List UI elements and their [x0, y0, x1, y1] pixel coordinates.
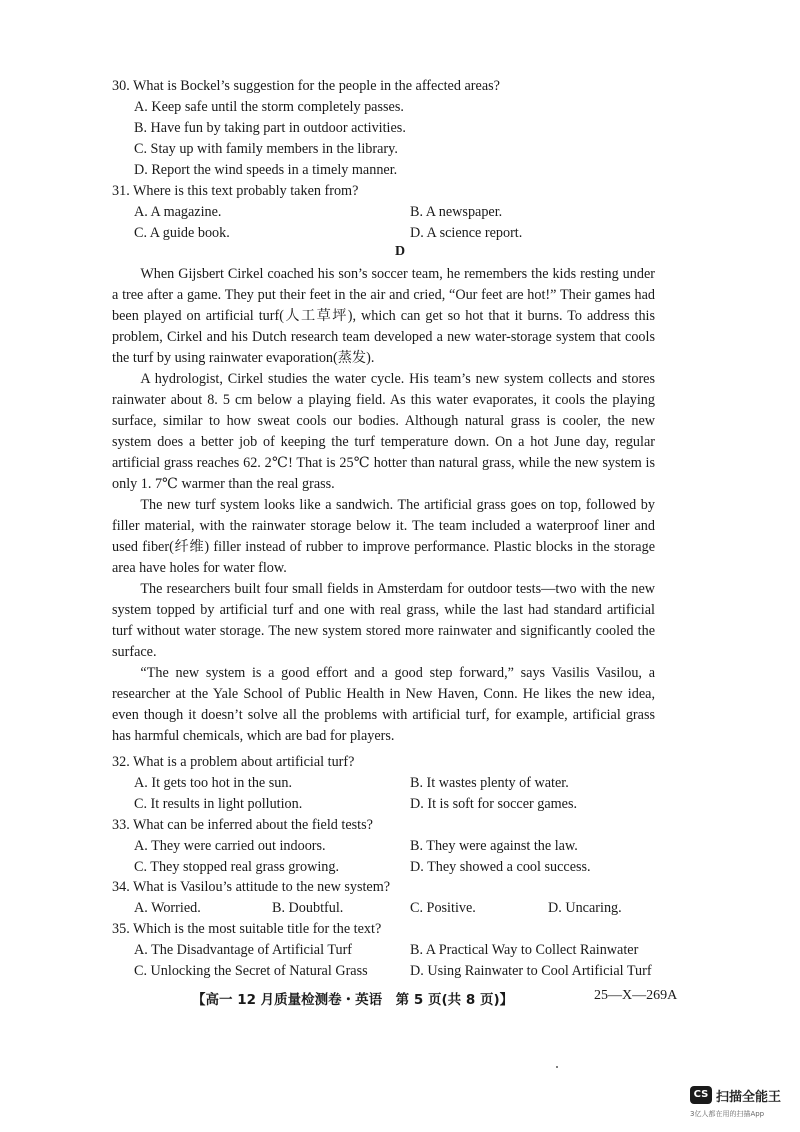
option-b: B. Have fun by taking part in outdoor activities. [134, 120, 406, 136]
question-stem: 32. What is a problem about artificial turf? [112, 754, 355, 770]
option-d: D. A science report. [410, 225, 523, 241]
option-c: C. Stay up with family members in the library. [134, 141, 398, 157]
watermark-title: 扫描全能王 [716, 1090, 782, 1105]
option-row [112, 857, 692, 878]
option-d: D. Using Rainwater to Cool Artificial Turf [410, 963, 652, 979]
option-c: C. A guide book. [134, 225, 230, 241]
watermark-subtitle: 3亿人都在用的扫描App [690, 1110, 765, 1118]
option-b: B. A newspaper. [410, 204, 503, 220]
option-a: A. Worried. [134, 900, 201, 916]
passage-paragraph: The new turf system looks like a sandwich. The artificial grass goes on top, followed by filler material, with the rainwater storage below it. The team included a waterproof liner and used fiber(纤维) filler instead of rubber to improve performance. Plastic blocks in the storage area have holes for water flow. [112, 497, 655, 576]
passage-paragraph: The researchers built four small fields in Amsterdam for outdoor tests—two with the new system topped by artificial turf and one with real grass, while the last had standard artificial turf without water storage. The new system stored more rainwater and significantly cooled the surface. [112, 581, 655, 660]
page-footer: 【高一 12 月质量检测卷・英语 第 5 页(共 8 页)】 [192, 992, 514, 1008]
reading-passage [112, 264, 655, 747]
question-34 [112, 877, 692, 919]
passage-paragraph: “The new system is a good effort and a good step forward,” says Vasilis Vasilou, a researcher at the Yale School of Public Health in New Haven, Conn. He likes the new idea, even though it doesn’t solve all the problems with artificial turf, for example, artificial grass has harmful chemicals, which are bad for players. [112, 665, 655, 744]
option-row [112, 940, 692, 961]
option-c: C. Unlocking the Secret of Natural Grass [134, 963, 368, 979]
question-31 [112, 181, 692, 244]
option-row [112, 794, 692, 815]
question-30 [112, 76, 692, 181]
section-heading: D [394, 244, 406, 259]
option-b: B. They were against the law. [410, 838, 578, 854]
option-row [112, 961, 692, 982]
option-a: A. The Disadvantage of Artificial Turf [134, 942, 353, 958]
option-row [112, 223, 692, 244]
option-a: A. They were carried out indoors. [134, 838, 326, 854]
option-c: C. Positive. [410, 900, 476, 916]
option-a: A. It gets too hot in the sun. [134, 775, 293, 791]
exam-code: 25—X—269A [594, 988, 678, 1003]
question-stem: 31. Where is this text probably taken from? [112, 183, 359, 199]
option-a: A. Keep safe until the storm completely passes. [134, 99, 404, 115]
option-row [112, 898, 692, 919]
passage-paragraph: When Gijsbert Cirkel coached his son’s soccer team, he remembers the kids resting under a tree after a game. They put their feet in the air and cried, “Our feet are hot!” Their games had been played on artificial turf(人工草坪), which can get so hot that it burns. To address this problem, Cirkel and his Dutch research team developed a new water-storage system that cools the turf by using rainwater evaporation(蒸发). [112, 266, 655, 366]
question-35 [112, 919, 692, 982]
option-d: D. It is soft for soccer games. [410, 796, 578, 812]
option-d: D. Report the wind speeds in a timely manner. [134, 162, 398, 178]
question-stem: 34. What is Vasilou’s attitude to the new system? [112, 879, 391, 895]
option-d: D. They showed a cool success. [410, 859, 591, 875]
question-stem: 35. Which is the most suitable title for the text? [112, 921, 382, 937]
passage-paragraph: A hydrologist, Cirkel studies the water cycle. His team’s new system collects and stores rainwater about 8. 5 cm below a playing field. As this water evaporates, it cools the playing surface, similar to how sweat cools our bodies. Although natural grass is cooler, the new system does a better job of keeping the turf temperature down. On a hot June day, regular artificial grass reaches 62. 2℃! That is 25℃ hotter than natural grass, while the new system is only 1. 7℃ warmer than the real grass. [112, 371, 655, 492]
scan-speck [556, 1066, 558, 1068]
question-33 [112, 815, 692, 878]
question-stem: 30. What is Bockel’s suggestion for the people in the affected areas? [112, 78, 500, 94]
option-row [112, 836, 692, 857]
option-d: D. Uncaring. [548, 900, 622, 916]
option-b: B. It wastes plenty of water. [410, 775, 569, 791]
camscanner-logo-icon: CS [690, 1086, 712, 1104]
option-b: B. Doubtful. [272, 900, 344, 916]
option-row [112, 202, 692, 223]
question-stem: 33. What can be inferred about the field tests? [112, 817, 373, 833]
option-a: A. A magazine. [134, 204, 222, 220]
scanner-watermark [690, 1086, 794, 1126]
question-32 [112, 752, 692, 815]
option-row [112, 773, 692, 794]
option-b: B. A Practical Way to Collect Rainwater [410, 942, 639, 958]
option-c: C. It results in light pollution. [134, 796, 303, 812]
option-c: C. They stopped real grass growing. [134, 859, 340, 875]
